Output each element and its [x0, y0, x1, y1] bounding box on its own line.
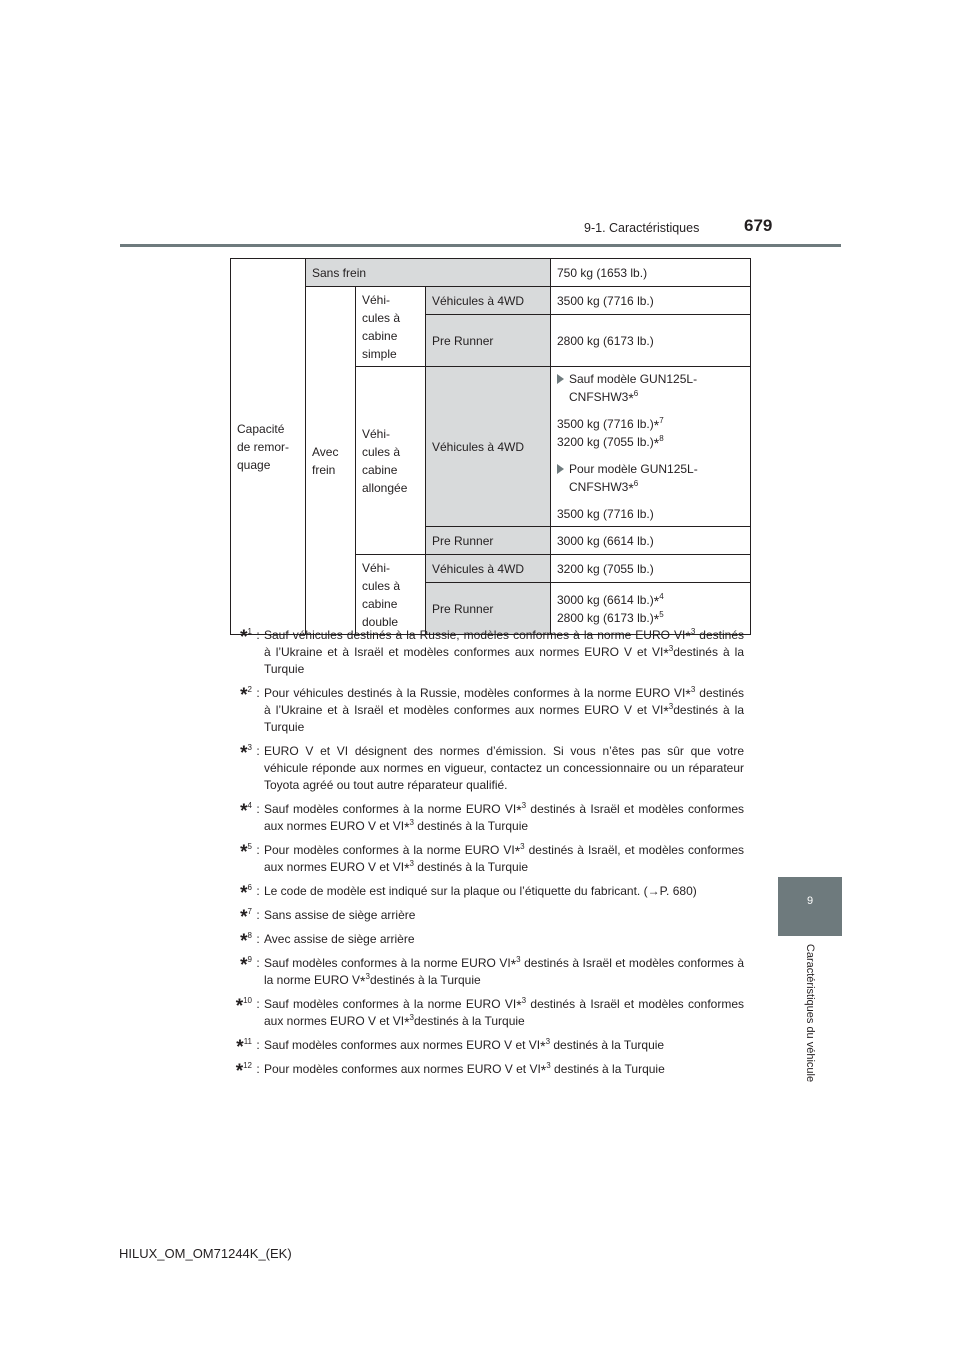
allongee-value-2: 3500 kg (7716 lb.) — [557, 507, 654, 521]
footnote: *$^{12}$ : Pour modèles conformes aux normes EURO V et VI*$^3$ destinés à la Turquie — [235, 1061, 665, 1082]
footnote: *$^4$ : Sauf modèles conformes à la norme EURO VI*$^3$ destinés à Israël et modèles conformes aux normes EURO V et VI*$^3$ destinés à la Turquie — [240, 801, 745, 835]
footnote: *$^1$ : Sauf véhicules destinés à la Russie, modèles conformes à la norme EURO VI*$^3$ destinés à l’Ukraine et à Israël et modèles conformes aux normes EURO V et VI*$^3$destinés à la Turquie — [240, 627, 745, 676]
simple-prerunner-value: 2800 kg (6173 lb.) — [551, 315, 751, 367]
simple-4wd-value: 3500 kg (7716 lb.) — [551, 287, 751, 315]
footnote: *$^5$ : Pour modèles conformes à la norme EURO VI*$^3$ destinés à Israël, et modèles conformes aux normes EURO V et VI*$^3$ destinés à la Turquie — [240, 842, 744, 876]
allongee-value-1b: 3200 kg (7055 lb.)*$^8$ — [557, 434, 664, 451]
arrow-right-icon: → — [647, 884, 660, 898]
header-rule — [120, 244, 841, 247]
simple-4wd-label: Véhicules à 4WD — [426, 287, 551, 315]
triangle-bullet-icon — [557, 464, 564, 474]
page-ref-link[interactable]: P. 680) — [659, 884, 697, 898]
avec-frein-label: Avec frein — [306, 287, 356, 635]
footnotes — [214, 627, 744, 1085]
simple-prerunner-label: Pre Runner — [426, 315, 551, 367]
page-number: 679 — [744, 216, 773, 235]
simple-cab-label: Véhi- cules à cabine simple — [356, 287, 426, 367]
chapter-label: Caractéristiques du véhicule — [804, 943, 816, 1083]
allongee-bullet-pour: Pour modèle GUN125L-CNFSHW3*$^6$ — [557, 460, 744, 496]
footnote: *$^6$ : Le code de modèle est indiqué sur la plaque ou l’étiquette du fabricant. (→P. 680) — [240, 883, 697, 904]
sans-frein-label: Sans frein — [306, 259, 551, 287]
document-code: HILUX_OM_OM71244K_(EK) — [119, 1246, 292, 1261]
footnote: *$^{10}$ : Sauf modèles conformes à la norme EURO VI*$^3$ destinés à Israël et modèles conformes aux normes EURO V et VI*$^3$destinés à la Turquie — [235, 996, 745, 1030]
chapter-number: 9 — [806, 895, 814, 907]
footnote: *$^3$ : EURO V et VI désignent des normes d’émission. Si vous n’êtes pas sûr que votre véhicule réponde aux normes en vigueur, contactez un concessionnaire ou un réparateur Toyota agréé ou tout autre réparateur qualifié. — [240, 743, 744, 792]
allongee-value-1a: 3500 kg (7716 lb.)*$^7$ — [557, 416, 664, 433]
double-4wd-value: 3200 kg (7055 lb.) — [551, 555, 751, 583]
double-cab-label: Véhi- cules à cabine double — [356, 555, 426, 635]
double-prerunner-label: Pre Runner — [426, 583, 551, 635]
triangle-bullet-icon — [557, 374, 564, 384]
allongee-cab-label: Véhi- cules à cabine allongée — [356, 367, 426, 555]
footnote: *$^8$ : Avec assise de siège arrière — [240, 931, 415, 952]
allongee-prerunner-value: 3000 kg (6614 lb.) — [551, 527, 751, 555]
double-prerunner-value: 3000 kg (6614 lb.)*$^4$ 2800 kg (6173 lb.)*$^5$ — [551, 583, 751, 635]
footnote: *$^2$ : Pour véhicules destinés à la Russie, modèles conformes à la norme EURO VI*$^3$ destinés à l’Ukraine et à Israël et modèles conformes aux normes EURO V et VI*$^3$destinés à la Turquie — [240, 685, 744, 734]
allongee-4wd-value — [551, 367, 751, 527]
sans-frein-value: 750 kg (1653 lb.) — [551, 259, 751, 287]
capacity-label: Capacité de remor- quage — [231, 259, 306, 635]
towing-capacity-table — [230, 258, 751, 635]
chapter-tab[interactable] — [778, 877, 842, 936]
allongee-4wd-label: Véhicules à 4WD — [426, 367, 551, 527]
footnote: *$^7$ : Sans assise de siège arrière — [240, 907, 416, 928]
footnote: *$^{11}$ : Sauf modèles conformes aux normes EURO V et VI*$^3$ destinés à la Turquie — [236, 1037, 665, 1058]
double-4wd-label: Véhicules à 4WD — [426, 555, 551, 583]
footnote: *$^9$ : Sauf modèles conformes à la norme EURO VI*$^3$ destinés à Israël et modèles conformes à la norme EURO V*$^3$destinés à la Turquie — [240, 955, 744, 989]
section-title: 9-1. Caractéristiques — [584, 221, 700, 235]
allongee-prerunner-label: Pre Runner — [426, 527, 551, 555]
allongee-bullet-sauf: Sauf modèle GUN125L-CNFSHW3*$^6$ — [557, 370, 744, 406]
